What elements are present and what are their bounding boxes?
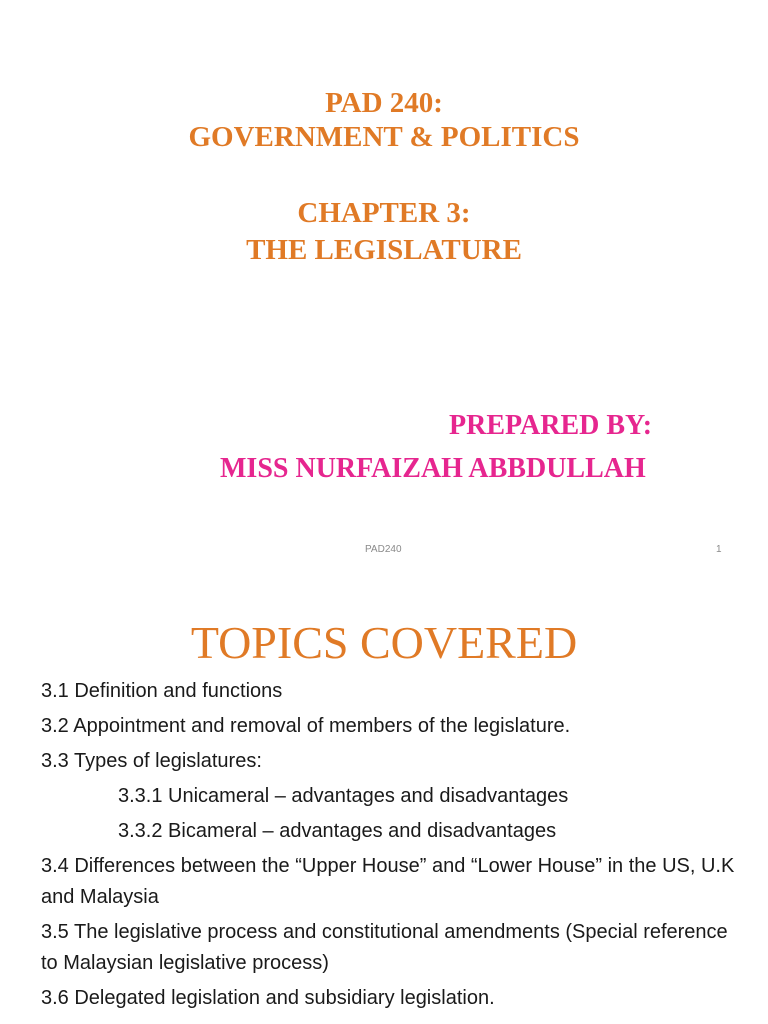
topics-slide xyxy=(0,578,768,1024)
topics-heading: TOPICS COVERED xyxy=(190,617,578,668)
chapter-title: THE LEGISLATURE xyxy=(246,234,522,266)
list-item: 3.1 Definition and functions xyxy=(41,680,283,702)
sub-list-item: 3.3.2 Bicameral – advantages and disadvantages xyxy=(118,820,557,842)
topic-list xyxy=(41,676,741,1018)
list-item: 3.4 Differences between the “Upper House” and “Lower House” in the US, U.K and Malaysia xyxy=(41,855,735,908)
prepared-by-label: PREPARED BY: xyxy=(449,410,653,441)
slide-number: 1 xyxy=(716,544,722,555)
list-item: 3.2 Appointment and removal of members of the legislature. xyxy=(41,715,571,737)
slide-footer: PAD240 xyxy=(365,544,402,555)
author-name: MISS NURFAIZAH ABBDULLAH xyxy=(220,453,646,484)
sub-list-item: 3.3.1 Unicameral – advantages and disadvantages xyxy=(118,785,569,807)
chapter-number: CHAPTER 3: xyxy=(297,197,471,229)
course-title: GOVERNMENT & POLITICS xyxy=(188,121,580,153)
list-item: 3.5 The legislative process and constitutional amendments (Special reference to Malaysian legislative process) xyxy=(41,921,728,974)
list-item: 3.6 Delegated legislation and subsidiary legislation. xyxy=(41,987,495,1009)
course-code: PAD 240: xyxy=(325,87,443,119)
list-item: 3.3 Types of legislatures: xyxy=(41,750,262,772)
